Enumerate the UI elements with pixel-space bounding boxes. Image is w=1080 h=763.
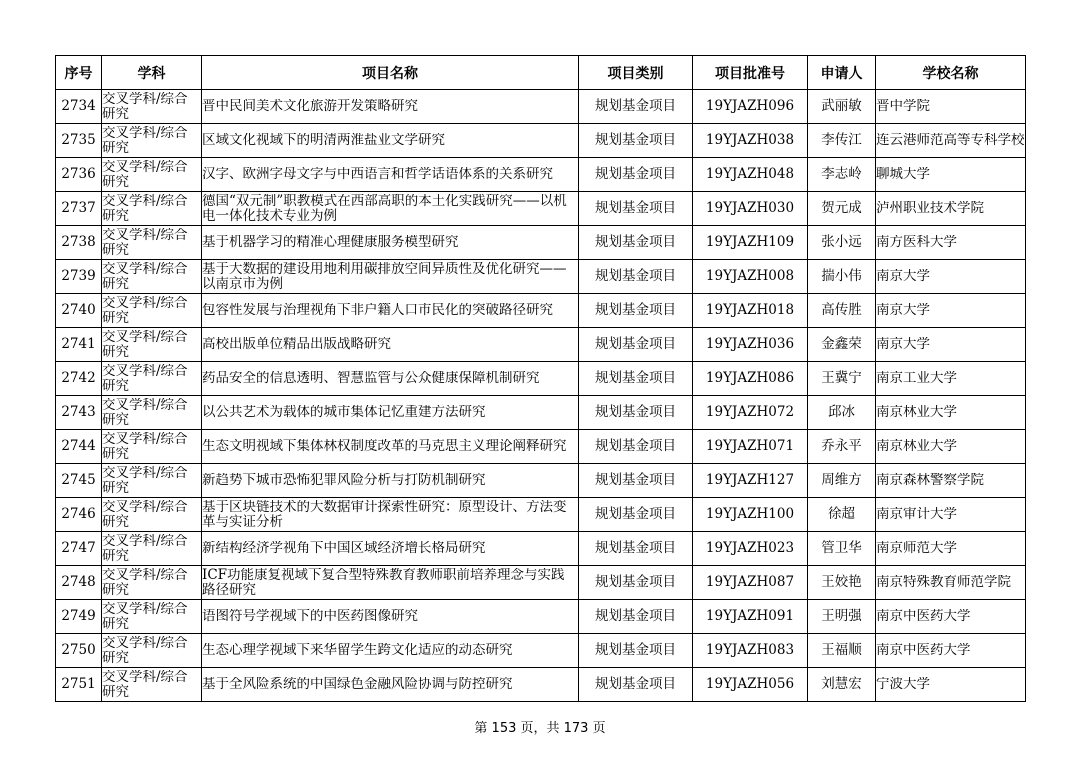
cell-project-name-text: 区域文化视域下的明清两淮盐业文学研究 <box>202 133 445 148</box>
table-row <box>56 260 1026 294</box>
cell-school <box>876 294 1026 328</box>
page-footer: 第 153 页，共 173 页 <box>474 721 606 736</box>
table-row <box>56 464 1026 498</box>
table-row <box>56 362 1026 396</box>
cell-school <box>876 498 1026 532</box>
cell-category: 规划基金项目 <box>579 668 693 702</box>
cell-project-name-text: 新结构经济学视角下中国区域经济增长格局研究 <box>202 541 486 556</box>
cell-serial: 2735 <box>56 124 102 158</box>
cell-approval-number: 19YJAZH071 <box>693 430 808 464</box>
cell-category: 规划基金项目 <box>579 634 693 668</box>
table-row <box>56 328 1026 362</box>
cell-category: 规划基金项目 <box>579 498 693 532</box>
cell-project-name-text: 基于大数据的建设用地利用碳排放空间异质性及优化研究——以南京市为例 <box>202 261 567 292</box>
cell-subject <box>102 90 202 124</box>
header-serial: 序号 <box>56 56 102 90</box>
cell-applicant: 乔永平 <box>808 430 876 464</box>
table-row <box>56 668 1026 702</box>
table-row <box>56 124 1026 158</box>
cell-school <box>876 328 1026 362</box>
header-subject: 学科 <box>102 56 202 90</box>
cell-school <box>876 600 1026 634</box>
cell-serial: 2744 <box>56 430 102 464</box>
cell-school <box>876 668 1026 702</box>
cell-project-name <box>202 362 579 396</box>
cell-subject <box>102 532 202 566</box>
cell-project-name-text: 药品安全的信息透明、智慧监管与公众健康保障机制研究 <box>202 371 540 386</box>
cell-serial: 2746 <box>56 498 102 532</box>
cell-approval-number: 19YJAZH072 <box>693 396 808 430</box>
cell-subject-text: 交叉学科/综合研究 <box>102 295 188 326</box>
cell-serial: 2739 <box>56 260 102 294</box>
cell-school-text: 南京中医药大学 <box>876 643 971 658</box>
cell-project-name-text: 基于区块链技术的大数据审计探索性研究：原型设计、方法变革与实证分析 <box>202 499 567 530</box>
cell-school-text: 聊城大学 <box>876 167 930 182</box>
cell-serial: 2742 <box>56 362 102 396</box>
cell-approval-number: 19YJAZH056 <box>693 668 808 702</box>
cell-applicant: 李志岭 <box>808 158 876 192</box>
cell-school <box>876 90 1026 124</box>
cell-school-text: 南京师范大学 <box>876 541 957 556</box>
cell-subject <box>102 192 202 226</box>
cell-serial: 2747 <box>56 532 102 566</box>
cell-applicant: 高传胜 <box>808 294 876 328</box>
cell-subject <box>102 396 202 430</box>
cell-serial: 2750 <box>56 634 102 668</box>
cell-serial: 2749 <box>56 600 102 634</box>
cell-school-text: 晋中学院 <box>876 99 930 114</box>
cell-approval-number: 19YJAZH091 <box>693 600 808 634</box>
cell-project-name-text: 语图符号学视域下的中医药图像研究 <box>202 609 418 624</box>
project-table <box>55 55 1026 702</box>
table-row <box>56 226 1026 260</box>
cell-project-name <box>202 498 579 532</box>
table-row <box>56 192 1026 226</box>
cell-applicant: 金鑫荣 <box>808 328 876 362</box>
cell-subject-text: 交叉学科/综合研究 <box>102 91 188 122</box>
cell-school-text: 南京中医药大学 <box>876 609 971 624</box>
cell-approval-number: 19YJAZH087 <box>693 566 808 600</box>
cell-school-text: 南京工业大学 <box>876 371 957 386</box>
table-row <box>56 566 1026 600</box>
cell-serial: 2738 <box>56 226 102 260</box>
cell-school <box>876 532 1026 566</box>
cell-subject-text: 交叉学科/综合研究 <box>102 261 188 292</box>
cell-project-name <box>202 328 579 362</box>
cell-project-name-text: 包容性发展与治理视角下非户籍人口市民化的突破路径研究 <box>202 303 553 318</box>
cell-subject-text: 交叉学科/综合研究 <box>102 193 188 224</box>
cell-subject-text: 交叉学科/综合研究 <box>102 159 188 190</box>
cell-subject <box>102 328 202 362</box>
header-category: 项目类别 <box>579 56 693 90</box>
cell-category: 规划基金项目 <box>579 464 693 498</box>
cell-project-name-text: 生态心理学视域下来华留学生跨文化适应的动态研究 <box>202 643 513 658</box>
cell-applicant: 王福顺 <box>808 634 876 668</box>
cell-approval-number: 19YJAZH048 <box>693 158 808 192</box>
cell-applicant: 邱冰 <box>808 396 876 430</box>
cell-school-text: 连云港师范高等专科学校 <box>876 133 1025 148</box>
cell-school-text: 南京特殊教育师范学院 <box>876 575 1011 590</box>
cell-school <box>876 362 1026 396</box>
cell-serial: 2741 <box>56 328 102 362</box>
cell-subject-text: 交叉学科/综合研究 <box>102 635 188 666</box>
cell-project-name <box>202 600 579 634</box>
cell-school-text: 南方医科大学 <box>876 235 957 250</box>
cell-project-name <box>202 532 579 566</box>
cell-school-text: 南京林业大学 <box>876 439 957 454</box>
cell-subject <box>102 634 202 668</box>
cell-approval-number: 19YJAZH036 <box>693 328 808 362</box>
cell-subject <box>102 362 202 396</box>
table-row <box>56 498 1026 532</box>
cell-category: 规划基金项目 <box>579 532 693 566</box>
cell-approval-number: 19YJAZH086 <box>693 362 808 396</box>
cell-applicant: 管卫华 <box>808 532 876 566</box>
cell-category: 规划基金项目 <box>579 226 693 260</box>
cell-subject <box>102 668 202 702</box>
cell-project-name-text: 晋中民间美术文化旅游开发策略研究 <box>202 99 418 114</box>
cell-category: 规划基金项目 <box>579 328 693 362</box>
cell-category: 规划基金项目 <box>579 158 693 192</box>
cell-subject-text: 交叉学科/综合研究 <box>102 499 188 530</box>
cell-project-name <box>202 464 579 498</box>
table-row <box>56 634 1026 668</box>
cell-subject-text: 交叉学科/综合研究 <box>102 465 188 496</box>
cell-applicant: 武丽敏 <box>808 90 876 124</box>
header-applicant: 申请人 <box>808 56 876 90</box>
cell-applicant: 徐超 <box>808 498 876 532</box>
cell-school <box>876 430 1026 464</box>
header-approval-number: 项目批准号 <box>693 56 808 90</box>
cell-project-name-text: 高校出版单位精品出版战略研究 <box>202 337 391 352</box>
cell-approval-number: 19YJAZH023 <box>693 532 808 566</box>
table-header-row <box>56 56 1026 90</box>
cell-subject-text: 交叉学科/综合研究 <box>102 329 188 360</box>
table-row <box>56 532 1026 566</box>
cell-school <box>876 192 1026 226</box>
cell-subject-text: 交叉学科/综合研究 <box>102 533 188 564</box>
cell-approval-number: 19YJAZH008 <box>693 260 808 294</box>
cell-school <box>876 158 1026 192</box>
cell-school-text: 南京大学 <box>876 303 930 318</box>
cell-applicant: 刘慧宏 <box>808 668 876 702</box>
cell-subject-text: 交叉学科/综合研究 <box>102 567 188 598</box>
cell-subject <box>102 430 202 464</box>
cell-applicant: 王冀宁 <box>808 362 876 396</box>
cell-project-name-text: ICF功能康复视域下复合型特殊教育教师职前培养理念与实践路径研究 <box>202 567 565 598</box>
cell-serial: 2740 <box>56 294 102 328</box>
cell-approval-number: 19YJAZH038 <box>693 124 808 158</box>
cell-subject <box>102 260 202 294</box>
cell-school <box>876 566 1026 600</box>
cell-project-name <box>202 124 579 158</box>
cell-school-text: 南京大学 <box>876 269 930 284</box>
cell-applicant: 揣小伟 <box>808 260 876 294</box>
table-row <box>56 396 1026 430</box>
cell-subject-text: 交叉学科/综合研究 <box>102 227 188 258</box>
header-school: 学校名称 <box>876 56 1026 90</box>
cell-approval-number: 19YJAZH127 <box>693 464 808 498</box>
cell-applicant: 李传江 <box>808 124 876 158</box>
cell-category: 规划基金项目 <box>579 396 693 430</box>
cell-school <box>876 226 1026 260</box>
table-row <box>56 294 1026 328</box>
cell-subject <box>102 566 202 600</box>
cell-subject <box>102 498 202 532</box>
cell-applicant: 王明强 <box>808 600 876 634</box>
table-row <box>56 600 1026 634</box>
cell-school-text: 南京森林警察学院 <box>876 473 984 488</box>
cell-project-name <box>202 430 579 464</box>
table-row <box>56 430 1026 464</box>
cell-serial: 2734 <box>56 90 102 124</box>
cell-school <box>876 260 1026 294</box>
cell-serial: 2745 <box>56 464 102 498</box>
cell-subject <box>102 294 202 328</box>
cell-project-name-text: 生态文明视域下集体林权制度改革的马克思主义理论阐释研究 <box>202 439 567 454</box>
cell-project-name <box>202 566 579 600</box>
cell-serial: 2748 <box>56 566 102 600</box>
cell-school-text: 宁波大学 <box>876 677 930 692</box>
cell-project-name-text: 基于全风险系统的中国绿色金融风险协调与防控研究 <box>202 677 513 692</box>
cell-subject-text: 交叉学科/综合研究 <box>102 431 188 462</box>
cell-subject <box>102 124 202 158</box>
cell-project-name-text: 汉字、欧洲字母文字与中西语言和哲学话语体系的关系研究 <box>202 167 553 182</box>
cell-category: 规划基金项目 <box>579 294 693 328</box>
cell-project-name <box>202 226 579 260</box>
cell-subject <box>102 226 202 260</box>
cell-project-name <box>202 668 579 702</box>
table-body <box>56 90 1026 702</box>
cell-project-name <box>202 158 579 192</box>
cell-school-text: 泸州职业技术学院 <box>876 201 984 216</box>
cell-applicant: 王姣艳 <box>808 566 876 600</box>
cell-subject-text: 交叉学科/综合研究 <box>102 601 188 632</box>
cell-category: 规划基金项目 <box>579 430 693 464</box>
cell-category: 规划基金项目 <box>579 192 693 226</box>
cell-category: 规划基金项目 <box>579 260 693 294</box>
cell-project-name <box>202 396 579 430</box>
cell-approval-number: 19YJAZH018 <box>693 294 808 328</box>
cell-approval-number: 19YJAZH100 <box>693 498 808 532</box>
cell-project-name <box>202 634 579 668</box>
cell-serial: 2736 <box>56 158 102 192</box>
cell-approval-number: 19YJAZH096 <box>693 90 808 124</box>
cell-subject-text: 交叉学科/综合研究 <box>102 125 188 156</box>
cell-approval-number: 19YJAZH083 <box>693 634 808 668</box>
cell-applicant: 贺元成 <box>808 192 876 226</box>
table-row <box>56 90 1026 124</box>
cell-applicant: 周维方 <box>808 464 876 498</box>
cell-project-name-text: 新趋势下城市恐怖犯罪风险分析与打防机制研究 <box>202 473 486 488</box>
cell-project-name-text: 基于机器学习的精准心理健康服务模型研究 <box>202 235 459 250</box>
cell-serial: 2751 <box>56 668 102 702</box>
cell-subject-text: 交叉学科/综合研究 <box>102 363 188 394</box>
cell-school-text: 南京林业大学 <box>876 405 957 420</box>
cell-approval-number: 19YJAZH030 <box>693 192 808 226</box>
cell-project-name <box>202 260 579 294</box>
cell-school <box>876 464 1026 498</box>
cell-subject <box>102 464 202 498</box>
cell-approval-number: 19YJAZH109 <box>693 226 808 260</box>
cell-applicant: 张小远 <box>808 226 876 260</box>
cell-category: 规划基金项目 <box>579 566 693 600</box>
cell-project-name-text: 以公共艺术为载体的城市集体记忆重建方法研究 <box>202 405 486 420</box>
cell-category: 规划基金项目 <box>579 124 693 158</box>
cell-subject-text: 交叉学科/综合研究 <box>102 669 188 700</box>
cell-school <box>876 396 1026 430</box>
cell-project-name <box>202 294 579 328</box>
cell-school-text: 南京审计大学 <box>876 507 957 522</box>
cell-serial: 2743 <box>56 396 102 430</box>
cell-school <box>876 124 1026 158</box>
header-project-name: 项目名称 <box>202 56 579 90</box>
cell-project-name <box>202 192 579 226</box>
cell-category: 规划基金项目 <box>579 362 693 396</box>
cell-school-text: 南京大学 <box>876 337 930 352</box>
cell-subject-text: 交叉学科/综合研究 <box>102 397 188 428</box>
cell-school <box>876 634 1026 668</box>
cell-subject <box>102 600 202 634</box>
cell-project-name-text: 德国“双元制”职教模式在西部高职的本土化实践研究——以机电一体化技术专业为例 <box>202 193 567 224</box>
cell-project-name <box>202 90 579 124</box>
table-row <box>56 158 1026 192</box>
cell-category: 规划基金项目 <box>579 600 693 634</box>
cell-serial: 2737 <box>56 192 102 226</box>
cell-subject <box>102 158 202 192</box>
cell-category: 规划基金项目 <box>579 90 693 124</box>
